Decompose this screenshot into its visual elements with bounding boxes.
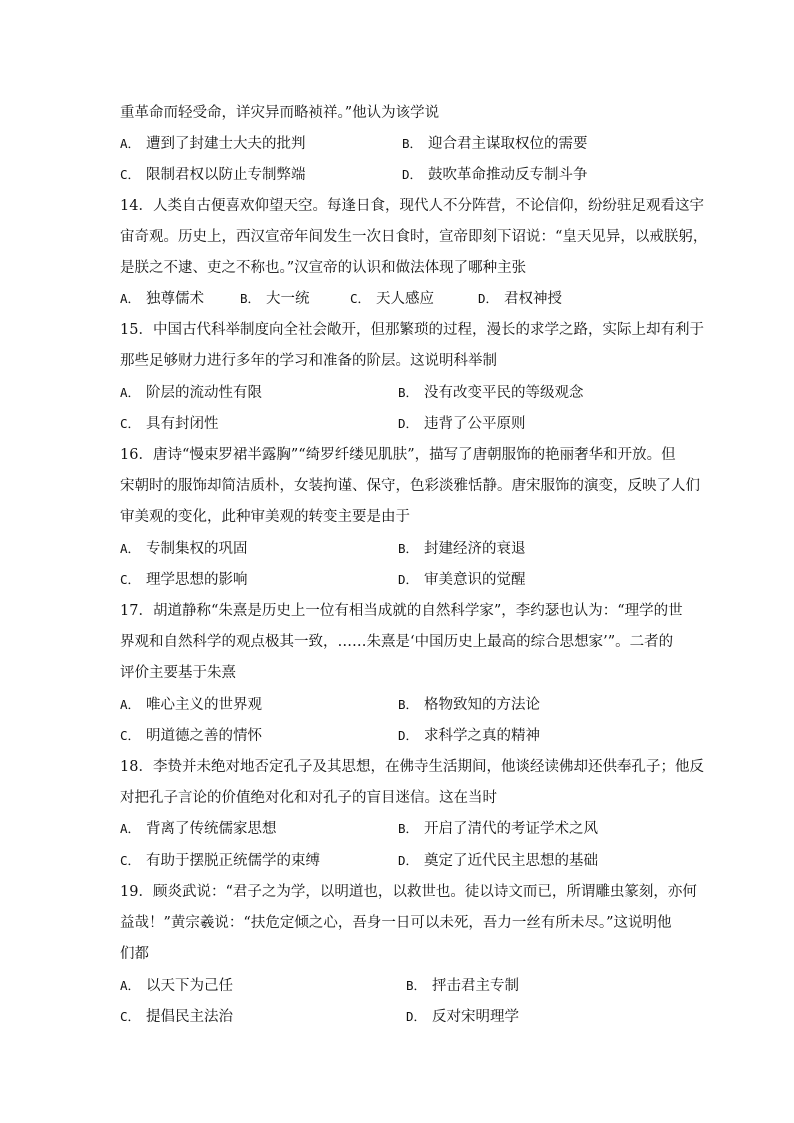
option-text: 阶层的流动性有限: [146, 385, 262, 401]
question-14-line-1: 14．人类自古便喜欢仰望天空。每逢日食，现代人不分阵营，不论信仰，纷纷驻足观看这宇: [120, 198, 704, 214]
option-text: 抨击君主专制: [432, 978, 519, 994]
question-14-line-2: 宙奇观。历史上，西汉宣帝年间发生一次日食时，宣帝即刻下诏说：“皇天见异，以戒朕躬，: [120, 229, 708, 245]
option-key: A．: [120, 291, 141, 306]
option-text: 奠定了近代民主思想的基础: [424, 853, 598, 869]
q16-option-c[interactable]: [120, 570, 248, 590]
option-text: 提倡民主法治: [146, 1009, 233, 1025]
option-key: D．: [478, 291, 499, 306]
option-key: D．: [398, 853, 419, 868]
option-key: A．: [120, 978, 141, 993]
option-text: 具有封闭性: [146, 416, 219, 432]
option-text: 唯心主义的世界观: [146, 697, 262, 713]
question-16-line-3: 审美观的变化，此种审美观的转变主要是由于: [120, 509, 410, 525]
option-key: D．: [398, 728, 419, 743]
q15-option-d[interactable]: [398, 414, 526, 434]
option-text: 反对宋明理学: [432, 1009, 519, 1025]
q19-option-b[interactable]: [406, 976, 519, 996]
option-key: B．: [240, 291, 261, 306]
q15-option-b[interactable]: [398, 383, 584, 403]
q14-option-a[interactable]: [120, 289, 204, 309]
q18-option-b[interactable]: [398, 819, 598, 839]
question-18-line-2: 对把孔子言论的价值绝对化和对孔子的盲目迷信。这在当时: [120, 790, 497, 806]
question-19-line-3: 们都: [120, 946, 149, 962]
option-d[interactable]: [402, 165, 588, 185]
question-17-line-3: 评价主要基于朱熹: [120, 665, 236, 681]
option-key: C．: [120, 1009, 141, 1024]
option-key: D．: [398, 416, 419, 431]
q19-option-c[interactable]: [120, 1007, 233, 1027]
option-text: 格物致知的方法论: [424, 697, 540, 713]
option-text: 有助于摆脱正统儒学的束缚: [146, 853, 320, 869]
question-text-line: 重革命而轻受命，详灾异而略祯祥。”他认为该学说: [120, 105, 440, 121]
option-key: D．: [398, 572, 419, 587]
q17-option-d[interactable]: [398, 726, 540, 746]
q14-option-d[interactable]: [478, 289, 562, 309]
option-text: 君权神授: [504, 291, 562, 307]
option-key: B．: [406, 978, 427, 993]
q16-option-a[interactable]: [120, 539, 248, 559]
option-text: 大一统: [266, 291, 310, 307]
q14-option-c[interactable]: [350, 289, 434, 309]
option-text: 鼓吹革命推动反专制斗争: [428, 167, 588, 183]
option-key: A．: [120, 136, 141, 151]
option-key: A．: [120, 385, 141, 400]
question-18-line-1: 18．李贽并未绝对地否定孔子及其思想，在佛寺生活期间，他谈经读佛却还供奉孔子；他反: [120, 759, 704, 775]
q17-option-c[interactable]: [120, 726, 262, 746]
option-c[interactable]: [120, 165, 306, 185]
question-19-line-2: 益哉！”黄宗羲说：“扶危定倾之心，吾身一日可以未死，吾力一丝有所未尽。”这说明他: [120, 915, 672, 931]
option-key: C．: [120, 853, 141, 868]
q18-option-a[interactable]: [120, 819, 277, 839]
option-key: B．: [398, 697, 419, 712]
question-16-line-1: 16．唐诗“慢束罗裙半露胸”“绮罗纤缕见肌肤”，描写了唐朝服饰的艳丽奢华和开放。但: [120, 447, 676, 463]
option-text: 以天下为己任: [146, 978, 233, 994]
option-key: D．: [402, 167, 423, 182]
option-text: 明道德之善的情怀: [146, 728, 262, 744]
option-text: 没有改变平民的等级观念: [424, 385, 584, 401]
option-key: A．: [120, 697, 141, 712]
option-key: C．: [120, 416, 141, 431]
q15-option-c[interactable]: [120, 414, 219, 434]
option-text: 天人感应: [376, 291, 434, 307]
option-key: B．: [402, 136, 423, 151]
option-key: C．: [120, 728, 141, 743]
q14-option-b[interactable]: [240, 289, 310, 309]
option-text: 遭到了封建士大夫的批判: [146, 136, 306, 152]
q18-option-d[interactable]: [398, 851, 598, 871]
question-14-line-3: 是朕之不逮、吏之不称也。”汉宣帝的认识和做法体现了哪种主张: [120, 260, 527, 276]
q15-option-a[interactable]: [120, 383, 262, 403]
question-15-line-1: 15．中国古代科举制度向全社会敞开，但那繁琐的过程，漫长的求学之路，实际上却有利于: [120, 322, 704, 338]
q18-option-c[interactable]: [120, 851, 320, 871]
option-a[interactable]: [120, 134, 306, 154]
option-text: 限制君权以防止专制弊端: [146, 167, 306, 183]
question-19-line-1: 19．顾炎武说：“君子之为学，以明道也，以救世也。徒以诗文而已，所谓雕虫篆刻，亦何: [120, 884, 697, 900]
question-15-line-2: 那些足够财力进行多年的学习和准备的阶层。这说明科举制: [120, 353, 497, 369]
option-key: B．: [398, 385, 419, 400]
question-17-line-2: 界观和自然科学的观点极其一致，……朱熹是‘中国历史上最高的综合思想家’”。二者的: [120, 634, 674, 650]
option-key: C．: [120, 572, 141, 587]
option-text: 违背了公平原则: [424, 416, 526, 432]
option-key: B．: [398, 541, 419, 556]
option-text: 迎合君主谋取权位的需要: [428, 136, 588, 152]
option-text: 理学思想的影响: [146, 572, 248, 588]
option-key: A．: [120, 821, 141, 836]
option-text: 审美意识的觉醒: [424, 572, 526, 588]
option-key: C．: [120, 167, 141, 182]
q16-option-d[interactable]: [398, 570, 526, 590]
q19-option-a[interactable]: [120, 976, 233, 996]
option-key: D．: [406, 1009, 427, 1024]
option-key: A．: [120, 541, 141, 556]
question-17-line-1: 17．胡道静称“朱熹是历史上一位有相当成就的自然科学家”，李约瑟也认为：“理学的世: [120, 603, 683, 619]
option-b[interactable]: [402, 134, 588, 154]
question-16-line-2: 宋朝时的服饰却简洁质朴，女装拘谨、保守，色彩淡雅恬静。唐宋服饰的演变，反映了人们: [120, 478, 700, 494]
option-text: 求科学之真的精神: [424, 728, 540, 744]
option-text: 专制集权的巩固: [146, 541, 248, 557]
option-key: C．: [350, 291, 371, 306]
q19-option-d[interactable]: [406, 1007, 519, 1027]
option-text: 独尊儒术: [146, 291, 204, 307]
q17-option-a[interactable]: [120, 695, 262, 715]
option-text: 封建经济的衰退: [424, 541, 526, 557]
option-text: 开启了清代的考证学术之风: [424, 821, 598, 837]
q17-option-b[interactable]: [398, 695, 540, 715]
option-key: B．: [398, 821, 419, 836]
q16-option-b[interactable]: [398, 539, 526, 559]
option-text: 背离了传统儒家思想: [146, 821, 277, 837]
